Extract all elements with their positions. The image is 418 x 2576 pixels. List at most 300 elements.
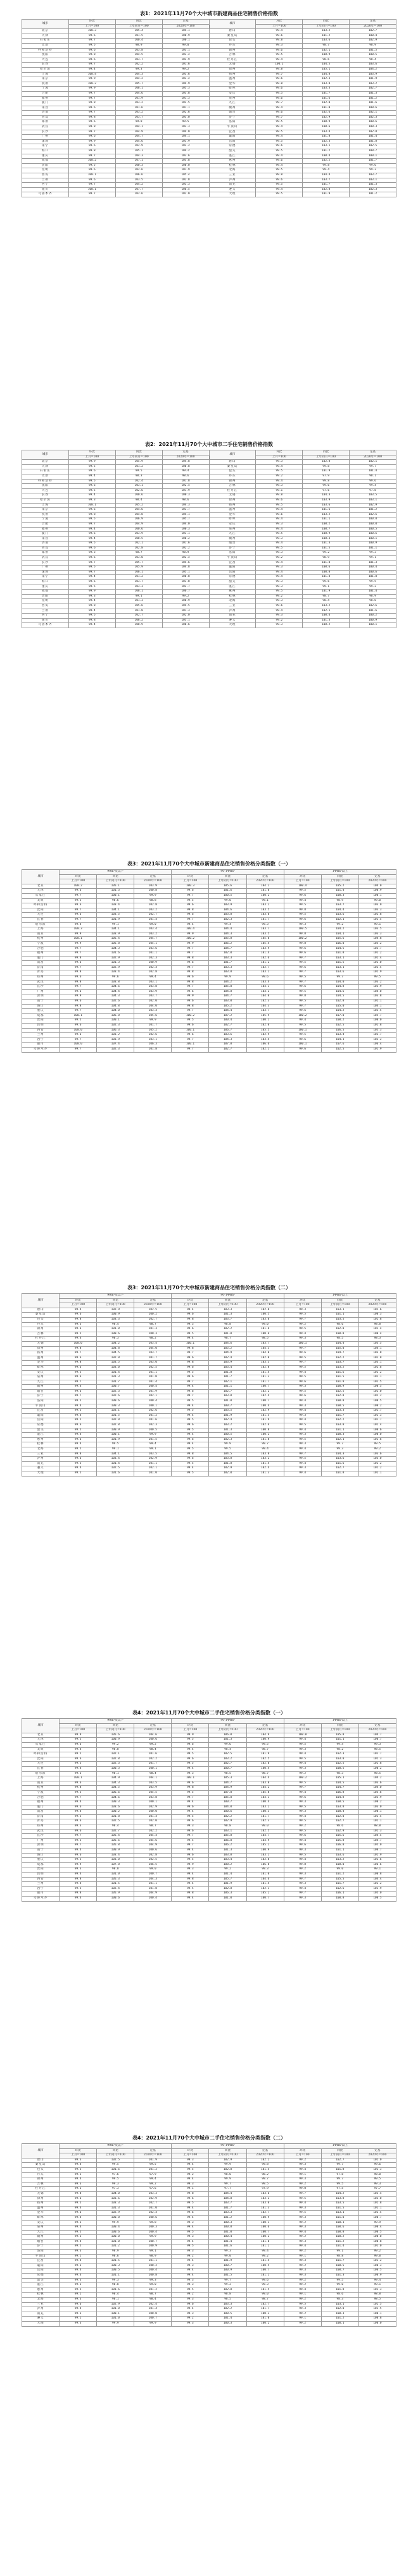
header-row <box>22 870 396 875</box>
city-name: 海口 <box>22 580 69 585</box>
index-value: 104.0 <box>358 884 396 889</box>
index-value: 105.0 <box>321 1004 358 1009</box>
city-name: 大理 <box>22 2321 60 2326</box>
index-value: 104.8 <box>358 937 396 942</box>
index-value: 99.7 <box>60 1795 97 1800</box>
city-name: 广州 <box>22 1838 60 1843</box>
index-value: 99.4 <box>172 1848 209 1854</box>
index-value: 101.8 <box>97 1814 134 1819</box>
index-value: 99.4 <box>60 2239 97 2245</box>
index-value: 106.1 <box>115 570 162 575</box>
header-fixed-base: 2020年=100 <box>134 2153 172 2158</box>
index-value: 104.2 <box>115 77 162 82</box>
index-value: 101.8 <box>209 1461 246 1466</box>
index-value: 105.0 <box>209 985 246 990</box>
index-value: 99.4 <box>256 575 303 580</box>
city-name: 九江 <box>209 101 256 106</box>
index-value: 99.7 <box>60 946 97 951</box>
city-name: 安庆 <box>22 1370 60 1375</box>
index-value: 100.2 <box>134 1313 172 1318</box>
index-value: 98.8 <box>358 1824 396 1830</box>
index-value: 103.1 <box>246 970 284 975</box>
index-value: 103.4 <box>321 1033 358 1038</box>
index-value: 100.1 <box>358 893 396 898</box>
index-value: 104.1 <box>321 932 358 937</box>
index-value: 101.3 <box>350 183 396 188</box>
index-value: 99.7 <box>284 970 321 975</box>
index-value: 102.7 <box>209 1389 246 1394</box>
table-row <box>22 1047 396 1052</box>
index-value: 98.9 <box>115 43 162 48</box>
index-value: 99.5 <box>256 91 303 96</box>
index-value: 105.6 <box>115 604 162 609</box>
index-value: 104.2 <box>246 1786 284 1791</box>
index-value: 105.3 <box>162 87 209 92</box>
index-value: 101.0 <box>97 2317 134 2322</box>
index-value: 99.2 <box>172 2293 209 2298</box>
table-row <box>22 2312 396 2317</box>
table-row <box>22 149 396 154</box>
index-value: 102.0 <box>321 1327 358 1332</box>
index-value: 104.1 <box>358 1004 396 1009</box>
header-city: 城市 <box>22 2144 60 2158</box>
index-value: 99.3 <box>60 1322 97 1327</box>
index-value: 100.0 <box>60 1043 97 1048</box>
index-value: 104.3 <box>209 1037 246 1043</box>
index-value: 103.4 <box>134 927 172 932</box>
index-value: 103.4 <box>97 903 134 908</box>
index-value: 102.0 <box>134 1819 172 1824</box>
index-value: 100.7 <box>246 2269 284 2274</box>
city-name: 九江 <box>22 1380 60 1385</box>
index-value: 99.8 <box>134 2220 172 2226</box>
city-name: 福州 <box>22 96 69 101</box>
table-row <box>22 39 396 44</box>
table-row <box>22 493 396 498</box>
index-value: 99.3 <box>284 2307 321 2312</box>
index-value: 99.6 <box>172 1024 209 1029</box>
index-value: 99.4 <box>60 1442 97 1447</box>
index-value: 103.9 <box>209 1361 246 1366</box>
index-value: 104.0 <box>246 1351 284 1356</box>
index-value: 99.4 <box>172 1882 209 1887</box>
city-name: 武汉 <box>22 556 69 561</box>
index-value: 99.7 <box>256 115 303 120</box>
city-name: 北京 <box>22 29 69 34</box>
index-value: 104.9 <box>134 1843 172 1848</box>
index-value: 99.6 <box>60 1819 97 1824</box>
city-name: 徐州 <box>209 498 256 503</box>
index-value: 99.6 <box>68 144 115 149</box>
index-value: 99.4 <box>209 922 246 927</box>
index-value: 99.2 <box>256 556 303 561</box>
header-mom: 环比 <box>172 2148 209 2153</box>
table-row <box>22 970 396 975</box>
city-name: 吉林 <box>22 1332 60 1337</box>
index-value: 102.9 <box>350 39 396 44</box>
city-name: 郑州 <box>22 1824 60 1830</box>
index-value: 100.1 <box>60 1776 97 1781</box>
index-value: 99.5 <box>60 2230 97 2235</box>
index-value: 105.4 <box>97 1834 134 1839</box>
index-value: 99.4 <box>172 2307 209 2312</box>
city-name: 天津 <box>22 889 60 894</box>
index-value: 102.4 <box>358 1423 396 1428</box>
city-name: 锦州 <box>209 479 256 484</box>
index-value: 99.1 <box>358 1867 396 1873</box>
index-value: 102.8 <box>246 1365 284 1370</box>
index-value: 99.5 <box>68 163 115 168</box>
index-value: 100.4 <box>284 884 321 889</box>
index-value: 100.0 <box>162 163 209 168</box>
index-value: 99.4 <box>68 493 115 498</box>
index-value: 99.4 <box>284 1399 321 1404</box>
index-value: 99.5 <box>68 542 115 547</box>
index-value: 99.7 <box>284 1892 321 1897</box>
index-value: 99.5 <box>284 1819 321 1824</box>
index-value: 100.1 <box>246 1019 284 1024</box>
index-value: 99.6 <box>60 1024 97 1029</box>
index-value: 99.4 <box>256 58 303 63</box>
index-value: 98.6 <box>303 58 350 63</box>
table-row <box>22 994 396 1000</box>
city-name: 北海 <box>22 1447 60 1452</box>
index-value: 101.6 <box>321 1370 358 1375</box>
index-value: 100.9 <box>246 1848 284 1854</box>
index-value: 103.8 <box>209 913 246 918</box>
index-value: 102.4 <box>134 965 172 970</box>
header-row <box>22 20 396 25</box>
index-value: 99.3 <box>60 2278 97 2283</box>
table-row <box>22 604 396 609</box>
index-value: 103.8 <box>209 1853 246 1858</box>
index-value: 100.1 <box>97 893 134 898</box>
index-value: 102.1 <box>358 1000 396 1005</box>
city-name: 秦皇岛 <box>209 34 256 39</box>
index-value: 98.9 <box>303 556 350 561</box>
index-value: 99.7 <box>284 1361 321 1366</box>
index-value: 102.1 <box>350 111 396 116</box>
index-value: 103.8 <box>134 1795 172 1800</box>
index-value: 99.6 <box>60 1853 97 1858</box>
index-value: 102.9 <box>350 503 396 508</box>
index-value: 103.9 <box>97 1037 134 1043</box>
index-value: 106.8 <box>246 1862 284 1867</box>
index-value: 103.0 <box>246 1317 284 1322</box>
index-value: 99.3 <box>172 2250 209 2255</box>
index-value: 100.7 <box>358 1738 396 1743</box>
index-value: 102.7 <box>162 585 209 590</box>
index-value: 102.6 <box>162 111 209 116</box>
index-value: 100.9 <box>162 34 209 39</box>
index-value: 99.5 <box>68 517 115 523</box>
index-value: 101.5 <box>115 34 162 39</box>
index-value: 101.5 <box>358 2307 396 2312</box>
city-name: 九江 <box>22 2230 60 2235</box>
table-row <box>22 580 396 585</box>
index-value: 99.4 <box>256 527 303 532</box>
index-value: 106.6 <box>97 1790 134 1795</box>
index-value: 99.6 <box>68 34 115 39</box>
table-row <box>22 1437 396 1442</box>
index-value: 100.3 <box>350 125 396 130</box>
index-value: 101.0 <box>246 2239 284 2245</box>
index-value: 98.4 <box>115 498 162 503</box>
index-value: 105.7 <box>358 1013 396 1019</box>
index-value: 100.4 <box>350 566 396 571</box>
city-name: 北京 <box>22 460 69 465</box>
city-name: 青岛 <box>22 115 69 120</box>
index-value: 100.5 <box>358 1385 396 1390</box>
index-value: 100.0 <box>358 1019 396 1024</box>
index-value: 101.3 <box>97 1375 134 1380</box>
index-value: 104.6 <box>115 508 162 513</box>
index-value: 99.8 <box>303 163 350 168</box>
index-value: 104.9 <box>246 1838 284 1843</box>
city-name: 平顶山 <box>22 2254 60 2259</box>
city-name: 青岛 <box>22 546 69 551</box>
index-value: 101.8 <box>162 479 209 484</box>
index-value: 106.3 <box>209 1892 246 1897</box>
index-value: 102.6 <box>115 168 162 173</box>
city-name: 合肥 <box>22 946 60 951</box>
header-mom: 环比 <box>60 874 97 879</box>
index-value: 100.9 <box>303 532 350 537</box>
index-value: 99.6 <box>60 1423 97 1428</box>
city-name: 哈尔滨 <box>22 1771 60 1776</box>
table-row <box>22 2215 396 2220</box>
table-row <box>22 961 396 966</box>
index-value: 101.7 <box>321 2259 358 2264</box>
index-value: 99.8 <box>60 956 97 961</box>
city-name: 宁波 <box>22 941 60 946</box>
index-value: 99.5 <box>284 1389 321 1394</box>
city-name: 宜昌 <box>22 1409 60 1414</box>
index-value: 99.4 <box>60 1747 97 1752</box>
header-fixed: 定基 <box>162 450 209 455</box>
index-value: 100.1 <box>172 1341 209 1346</box>
header-fixed: 定基 <box>358 2148 396 2153</box>
index-value: 102.8 <box>134 970 172 975</box>
header-mom: 环比 <box>68 450 115 455</box>
city-name: 济宁 <box>22 2245 60 2250</box>
index-value: 99.3 <box>284 1882 321 1887</box>
city-name: 牡丹江 <box>209 488 256 493</box>
index-value: 99.3 <box>172 2182 209 2187</box>
index-value: 99.2 <box>172 2172 209 2177</box>
index-value: 99.2 <box>284 2158 321 2163</box>
index-value: 99.6 <box>172 975 209 981</box>
index-value: 98.8 <box>97 2283 134 2288</box>
city-name: 蚌埠 <box>22 2215 60 2220</box>
index-value: 99.6 <box>60 2211 97 2216</box>
index-value: 103.3 <box>209 956 246 961</box>
index-value: 99.5 <box>162 120 209 125</box>
index-value: 99.4 <box>172 1873 209 1878</box>
table-row <box>22 120 396 125</box>
index-value: 99.4 <box>172 1896 209 1901</box>
index-value: 102.6 <box>358 1858 396 1863</box>
index-value: 102.8 <box>321 1000 358 1005</box>
index-value: 99.4 <box>284 1418 321 1423</box>
index-value: 98.6 <box>97 2254 134 2259</box>
index-value: 102.2 <box>321 1356 358 1361</box>
header-mom: 环比 <box>172 1298 209 1303</box>
index-value: 102.9 <box>303 115 350 120</box>
index-value: 101.9 <box>97 1437 134 1442</box>
index-value: 99.2 <box>60 2293 97 2298</box>
index-value: 104.0 <box>246 994 284 1000</box>
index-value: 102.5 <box>162 101 209 106</box>
city-name: 蚌埠 <box>22 1365 60 1370</box>
index-value: 100.3 <box>246 1810 284 1815</box>
index-value: 101.2 <box>134 1413 172 1418</box>
city-name: 南充 <box>22 2312 60 2317</box>
index-value: 102.6 <box>97 1000 134 1005</box>
table-row <box>22 1790 396 1795</box>
index-value: 102.5 <box>209 1752 246 1757</box>
city-name: 兰州 <box>22 1882 60 1887</box>
index-value: 101.6 <box>162 542 209 547</box>
table-row <box>22 1757 396 1762</box>
index-value: 99.6 <box>172 1389 209 1394</box>
table-row <box>22 187 396 192</box>
index-value: 99.7 <box>284 956 321 961</box>
index-value: 102.8 <box>350 130 396 135</box>
index-value: 99.5 <box>246 2182 284 2187</box>
index-value: 104.2 <box>321 2191 358 2196</box>
index-value: 99.4 <box>284 1471 321 1476</box>
index-value: 101.5 <box>321 961 358 966</box>
index-value: 99.5 <box>172 1370 209 1375</box>
index-value: 100.6 <box>97 1399 134 1404</box>
index-value: 99.5 <box>256 183 303 188</box>
index-value: 99.4 <box>172 1800 209 1805</box>
index-value: 104.0 <box>134 1004 172 1009</box>
index-value: 99.5 <box>256 53 303 58</box>
index-value: 99.4 <box>60 2226 97 2231</box>
header-yoy-base: 上年同月=100 <box>97 1728 134 1733</box>
table-row <box>22 484 396 489</box>
index-value: 99.3 <box>256 43 303 48</box>
city-name: 济宁 <box>209 546 256 551</box>
header-city: 城市 <box>22 870 60 884</box>
index-value: 100.5 <box>284 927 321 932</box>
index-value: 101.6 <box>134 1752 172 1757</box>
city-name: 深圳 <box>22 570 69 575</box>
index-value: 103.1 <box>321 2211 358 2216</box>
city-name: 丹东 <box>209 43 256 48</box>
table-row <box>22 551 396 556</box>
header-yoy-base: 上年同月=100 <box>303 24 350 29</box>
index-value: 103.1 <box>115 484 162 489</box>
index-value: 99.6 <box>172 2196 209 2201</box>
index-value: 104.3 <box>115 72 162 77</box>
city-name: 上海 <box>22 927 60 932</box>
table-row <box>22 1375 396 1380</box>
table-row <box>22 508 396 513</box>
index-value: 100.8 <box>97 2215 134 2220</box>
index-value: 103.6 <box>162 154 209 159</box>
index-value: 103.8 <box>209 970 246 975</box>
index-value: 104.5 <box>209 1452 246 1457</box>
index-value: 101.1 <box>321 1428 358 1433</box>
index-value: 99.8 <box>172 908 209 913</box>
city-name: 重庆 <box>22 585 69 590</box>
index-value: 100.5 <box>321 1766 358 1771</box>
index-value: 103.3 <box>209 965 246 970</box>
table-row <box>22 884 396 889</box>
index-value: 103.2 <box>303 512 350 517</box>
index-value: 103.5 <box>246 932 284 937</box>
index-value: 99.6 <box>256 111 303 116</box>
index-value: 104.7 <box>358 1733 396 1738</box>
city-name: 武汉 <box>22 980 60 985</box>
index-value: 101.4 <box>246 2259 284 2264</box>
index-value: 102.9 <box>358 970 396 975</box>
table-row <box>22 2293 396 2298</box>
header-fixed: 定基 <box>162 20 209 25</box>
city-name: 长沙 <box>22 560 69 566</box>
index-value: 98.7 <box>246 1747 284 1752</box>
index-value: 103.2 <box>303 29 350 34</box>
table-row <box>22 1332 396 1337</box>
index-value: 99.5 <box>350 580 396 585</box>
index-value: 100.7 <box>350 149 396 154</box>
index-value: 98.9 <box>350 43 396 48</box>
city-name: 襄阳 <box>22 2263 60 2269</box>
index-value: 98.7 <box>303 43 350 48</box>
index-value: 101.8 <box>134 1886 172 1892</box>
index-value: 100.6 <box>115 527 162 532</box>
index-value: 104.3 <box>246 1004 284 1009</box>
city-name: 扬州 <box>209 503 256 508</box>
index-value: 99.2 <box>60 2254 97 2259</box>
index-value: 99.0 <box>321 2283 358 2288</box>
city-name: 湛江 <box>22 2283 60 2288</box>
table-row <box>22 1766 396 1771</box>
index-value: 103.4 <box>134 1341 172 1346</box>
table-row <box>22 2283 396 2288</box>
index-value: 100.4 <box>350 34 396 39</box>
city-name: 泸州 <box>22 1457 60 1462</box>
city-name: 昆明 <box>22 599 69 604</box>
index-value: 104.1 <box>162 135 209 140</box>
city-name: 大连 <box>22 488 69 493</box>
index-value: 99.6 <box>209 1742 246 1747</box>
city-name: 烟台 <box>22 2239 60 2245</box>
index-value: 99.4 <box>256 135 303 140</box>
index-value: 102.8 <box>209 1886 246 1892</box>
index-value: 99.3 <box>68 498 115 503</box>
index-value: 106.1 <box>115 87 162 92</box>
index-value: 104.7 <box>115 135 162 140</box>
city-name: 南昌 <box>22 536 69 542</box>
table-row <box>22 2250 396 2255</box>
city-name: 赣州 <box>22 1385 60 1390</box>
index-value: 97.6 <box>134 2187 172 2192</box>
index-value: 104.2 <box>358 1776 396 1781</box>
header-group-g2: 90-144m² <box>172 2144 284 2149</box>
index-value: 101.7 <box>246 2307 284 2312</box>
index-value: 101.2 <box>209 2215 246 2220</box>
index-value: 100.7 <box>246 2230 284 2235</box>
index-value: 102.2 <box>246 1389 284 1394</box>
index-value: 101.5 <box>246 2167 284 2172</box>
index-value: 100.2 <box>68 82 115 87</box>
index-value: 99.5 <box>60 1752 97 1757</box>
city-name: 北京 <box>22 884 60 889</box>
